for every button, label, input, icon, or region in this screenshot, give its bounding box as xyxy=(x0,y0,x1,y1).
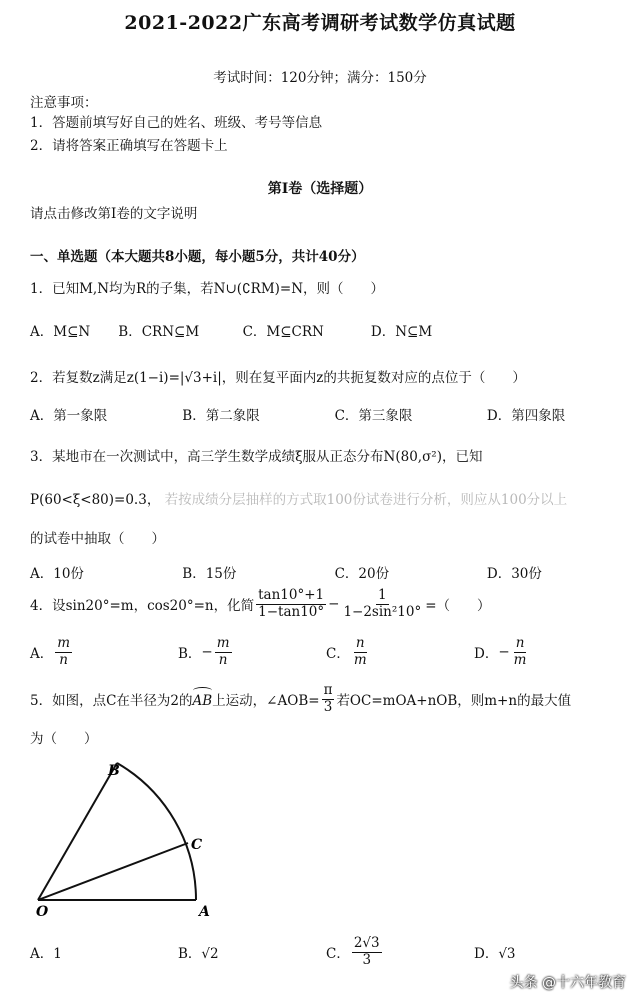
option-label: D． xyxy=(474,646,499,663)
fraction-denominator: m xyxy=(353,651,367,668)
option-c[interactable] xyxy=(326,936,474,968)
label-o: O xyxy=(36,904,49,920)
option-value: √3 xyxy=(498,946,516,963)
question-3-stem-line2 xyxy=(30,488,567,508)
option-b[interactable] xyxy=(178,942,326,962)
segment-oc xyxy=(38,843,188,900)
question-3-options xyxy=(30,562,542,582)
option-c[interactable] xyxy=(326,636,474,668)
question-4-stem xyxy=(30,588,491,620)
fraction-denominator: 3 xyxy=(323,698,333,715)
option-d[interactable]: D．N⊆M xyxy=(370,324,433,340)
option-b[interactable]: B．第二象限 xyxy=(182,408,260,424)
option-d[interactable] xyxy=(474,636,530,668)
stem-text: 5．如图，点C在半径为2的 xyxy=(30,693,193,710)
option-fraction xyxy=(55,636,72,668)
option-a[interactable]: A．M⊆N xyxy=(30,324,91,340)
sector-figure xyxy=(20,755,250,925)
question-1-options xyxy=(30,320,432,340)
note-item: 1．答题前填写好自己的姓名、班级、考号等信息 xyxy=(30,115,323,131)
option-fraction xyxy=(352,636,369,668)
question-2-stem: 2．若复数z满足z(1−i)=|√3+i|，则在复平面内z的共扼复数对应的点位于（ ） xyxy=(30,370,526,386)
arc-symbol xyxy=(193,687,213,694)
option-c[interactable]: C．M⊆CRN xyxy=(242,324,324,340)
fraction-numerator: 1 xyxy=(378,587,387,603)
option-label: A． xyxy=(30,946,54,963)
question-5-stem-line2: 为（ ） xyxy=(30,731,98,747)
option-c[interactable]: C．第三象限 xyxy=(334,408,413,424)
radius-ob xyxy=(38,763,117,900)
option-value: √2 xyxy=(201,946,219,963)
fraction-denominator: 1−2sin²10° xyxy=(343,603,422,620)
angle-fraction xyxy=(322,683,335,715)
fraction-numerator: n xyxy=(355,635,365,651)
option-fraction xyxy=(215,636,232,668)
fraction-denominator: 3 xyxy=(362,951,372,968)
faded-text: 若按成绩分层抽样的方式取100份试卷进行分析，则应从100分以上 xyxy=(164,492,568,508)
fraction-numerator: m xyxy=(216,635,230,651)
arc-label: AB xyxy=(192,693,213,710)
question-5-stem xyxy=(30,683,571,715)
fraction-2 xyxy=(341,588,423,620)
question-1-stem: 1．已知M,N均为R的子集，若N∪(∁RM)=N，则（ ） xyxy=(30,281,385,297)
stem-text: =（ ） xyxy=(425,598,491,615)
option-label: C． xyxy=(326,946,350,963)
option-a[interactable]: A．10份 xyxy=(30,566,84,582)
option-d[interactable]: D．30份 xyxy=(486,566,542,582)
label-b: B xyxy=(108,763,120,779)
option-fraction xyxy=(512,636,529,668)
option-value: 1 xyxy=(53,946,62,963)
option-d[interactable]: D．第四象限 xyxy=(486,408,566,424)
page-title: 2021-2022广东高考调研考试数学仿真试题 xyxy=(124,12,516,34)
option-a[interactable] xyxy=(30,942,178,962)
watermark: 头条 @十六年教育 xyxy=(509,975,626,991)
label-a: A xyxy=(199,904,210,920)
question-4-options xyxy=(30,636,530,668)
volume-description: 请点击修改第I卷的文字说明 xyxy=(30,206,198,222)
option-b[interactable]: B．CRN⊆M xyxy=(118,324,200,340)
question-5-options xyxy=(30,936,516,968)
option-label: D． xyxy=(474,946,499,963)
fraction-denominator: n xyxy=(59,651,68,668)
option-b[interactable] xyxy=(178,636,326,668)
note-item: 2．请将答案正确填写在答题卡上 xyxy=(30,138,228,154)
question-2-options xyxy=(30,404,565,424)
option-d[interactable] xyxy=(474,942,516,962)
section-title: 一、单选题（本大题共8小题，每小题5分，共计40分） xyxy=(30,249,365,265)
arc-ab xyxy=(193,689,213,709)
option-label: B． xyxy=(178,646,202,663)
probability-formula: P(60<ξ<80)=0.3， xyxy=(30,492,161,508)
option-sign: − xyxy=(498,644,510,661)
option-a[interactable] xyxy=(30,636,178,668)
option-label: C． xyxy=(326,646,350,663)
fraction-numerator: n xyxy=(515,635,525,651)
notes-heading: 注意事项： xyxy=(30,95,98,111)
fraction-denominator: n xyxy=(218,651,228,668)
question-3-stem-line1: 3．某地市在一次测试中，高三学生数学成绩ξ服从正态分布N(80,σ²)，已知 xyxy=(30,449,483,465)
sector-arc xyxy=(117,763,196,900)
option-sign: − xyxy=(201,644,213,661)
fraction-numerator: tan10°+1 xyxy=(258,587,325,603)
option-fraction xyxy=(352,936,382,968)
stem-text: 4．设sin20°=m，cos20°=n，化简 xyxy=(30,598,255,615)
fraction-denominator: 1−tan10° xyxy=(258,603,325,620)
question-3-stem-line3: 的试卷中抽取（ ） xyxy=(30,531,165,547)
fraction-numerator: 2√3 xyxy=(353,935,380,951)
option-c[interactable]: C．20份 xyxy=(334,566,390,582)
option-a[interactable]: A．第一象限 xyxy=(30,408,108,424)
label-c: C xyxy=(191,837,203,853)
option-label: A． xyxy=(30,646,54,663)
minus-sign: − xyxy=(328,596,340,613)
fraction-numerator: π xyxy=(323,682,333,698)
fraction-1 xyxy=(256,588,326,620)
fraction-denominator: m xyxy=(513,651,527,668)
option-label: B． xyxy=(178,946,202,963)
volume-title: 第I卷（选择题） xyxy=(267,181,373,197)
option-b[interactable]: B．15份 xyxy=(182,566,237,582)
exam-info: 考试时间：120分钟；满分：150分 xyxy=(213,70,427,86)
stem-text: 若OC=mOA+nOB，则m+n的最大值 xyxy=(336,693,572,710)
fraction-numerator: m xyxy=(57,635,71,651)
stem-text: 上运动，∠AOB= xyxy=(212,693,320,710)
